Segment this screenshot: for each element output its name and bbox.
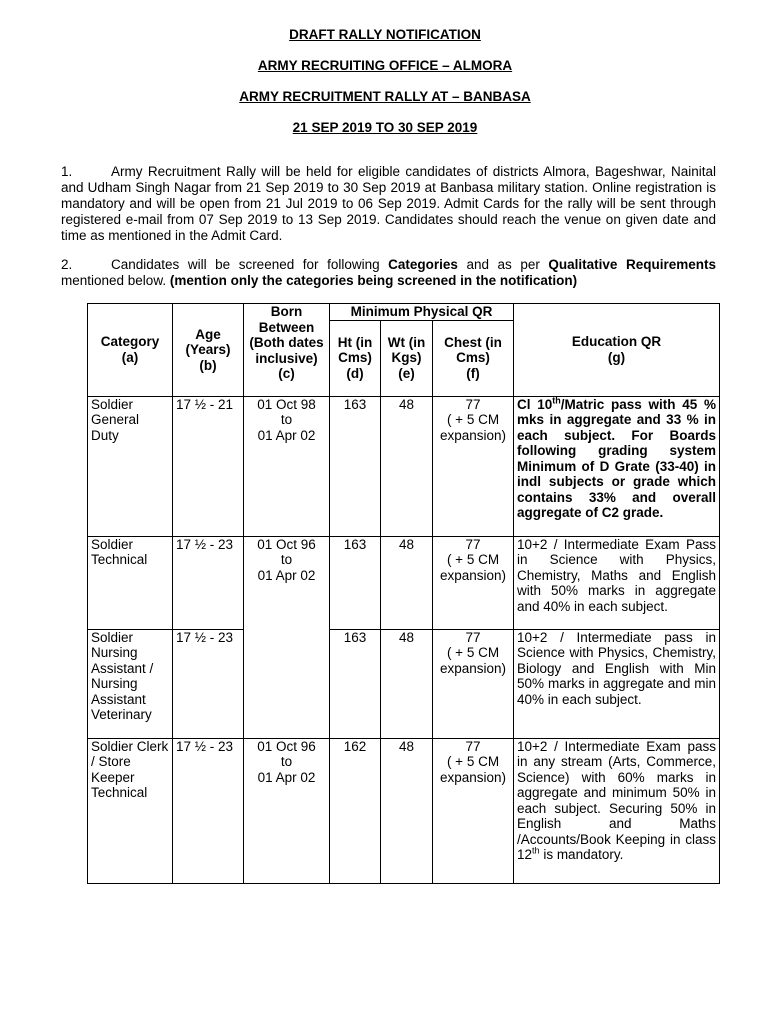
paragraph-2-text: Candidates will be screened for following (111, 257, 389, 272)
cell-age: 17 ½ - 23 (173, 536, 244, 629)
cell-height: 162 (330, 738, 381, 883)
header-minimum-physical: Minimum Physical QR (330, 304, 514, 321)
header-weight: Wt (in Kgs) (e) (381, 320, 433, 396)
paragraph-2 (61, 257, 716, 289)
cell-born-between (244, 629, 330, 738)
cell-education: 10+2 / Intermediate Exam pass in any stream (Arts, Commerce, Science) with 60% marks in aggregate and minimum 50% in each subject. Securing 50% in English and Maths /Accounts/Book Keeping in class 12th is mandatory. (514, 738, 720, 883)
cell-height: 163 (330, 629, 381, 738)
table-row (88, 738, 720, 883)
cell-education: Cl 10th/Matric pass with 45 % mks in aggregate and 33 % in each subject. For Boards following grading system Minimum of D Grate (33-40) in indl subjects or grade which contains 33% and overall aggregate of C2 grade. (514, 396, 720, 536)
cell-education: 10+2 / Intermediate Exam Pass in Science with Physics, Chemistry, Maths and English with 50% marks in aggregate and 40% in each subject. (514, 536, 720, 629)
header-education: Education QR (g) (514, 304, 720, 397)
paragraph-2-text-3: mentioned below. (61, 273, 170, 288)
cell-chest: 77 ( + 5 CM expansion) (433, 536, 514, 629)
header-category: Category (a) (88, 304, 173, 397)
cell-chest: 77 ( + 5 CM expansion) (433, 396, 514, 536)
paragraph-1 (61, 164, 716, 244)
paragraph-1-number: 1. (61, 164, 73, 179)
cell-born-between: 01 Oct 96 to 01 Apr 02 (244, 536, 330, 629)
header-chest: Chest (in Cms) (f) (433, 320, 514, 396)
cell-born-between: 01 Oct 96 to 01 Apr 02 (244, 738, 330, 883)
rally-title: ARMY RECRUITMENT RALLY AT – BANBASA (239, 89, 531, 104)
paragraph-2-number: 2. (61, 257, 73, 272)
cell-age: 17 ½ - 23 (173, 738, 244, 883)
table-row (88, 396, 720, 536)
paragraph-2-qualitative: Qualitative Requirements (548, 257, 716, 272)
cell-weight: 48 (381, 629, 433, 738)
header-born-between: Born Between (Both dates inclusive) (c) (244, 304, 330, 397)
cell-chest: 77 ( + 5 CM expansion) (433, 629, 514, 738)
cell-age: 17 ½ - 23 (173, 629, 244, 738)
notification-title: DRAFT RALLY NOTIFICATION (289, 27, 481, 42)
rally-dates: 21 SEP 2019 TO 30 SEP 2019 (292, 120, 478, 135)
cell-born-between: 01 Oct 98 to 01 Apr 02 (244, 396, 330, 536)
cell-height: 163 (330, 396, 381, 536)
cell-height: 163 (330, 536, 381, 629)
paragraph-2-text-2: and as per (457, 257, 549, 272)
cell-education: 10+2 / Intermediate pass in Science with Physics, Chemistry, Biology and English with Min 50% marks in aggregate and min 40% in each subject. (514, 629, 720, 738)
cell-category: Soldier General Duty (88, 396, 173, 536)
header-height: Ht (in Cms) (d) (330, 320, 381, 396)
cell-weight: 48 (381, 738, 433, 883)
cell-weight: 48 (381, 396, 433, 536)
paragraph-2-note: (mention only the categories being screened in the notification) (169, 273, 578, 288)
table-row (88, 536, 720, 629)
cell-age: 17 ½ - 21 (173, 396, 244, 536)
table-row (88, 629, 720, 738)
cell-weight: 48 (381, 536, 433, 629)
paragraph-2-categories: Categories (388, 257, 458, 272)
cell-category: Soldier Clerk / Store Keeper Technical (88, 738, 173, 883)
cell-category: Soldier Nursing Assistant / Nursing Assistant Veterinary (88, 629, 173, 738)
qualitative-requirements-table (87, 303, 720, 884)
cell-chest: 77 ( + 5 CM expansion) (433, 738, 514, 883)
office-title: ARMY RECRUITING OFFICE – ALMORA (257, 58, 513, 73)
header-age: Age (Years) (b) (173, 304, 244, 397)
paragraph-1-text: Army Recruitment Rally will be held for eligible candidates of districts Almora, Bageshwar, Nainital and Udham Singh Nagar from 21 Sep 2019 to 30 Sep 2019 at Banbasa military station. Online registration is mandatory and will be open from 21 Jul 2019 to 06 Sep 2019. Admit Cards for the rally will be sent through registered e-mail from 07 Sep 2019 to 13 Sep 2019. Candidates should reach the venue on given date and time as mentioned in the Admit Card. (61, 164, 716, 243)
cell-category: Soldier Technical (88, 536, 173, 629)
